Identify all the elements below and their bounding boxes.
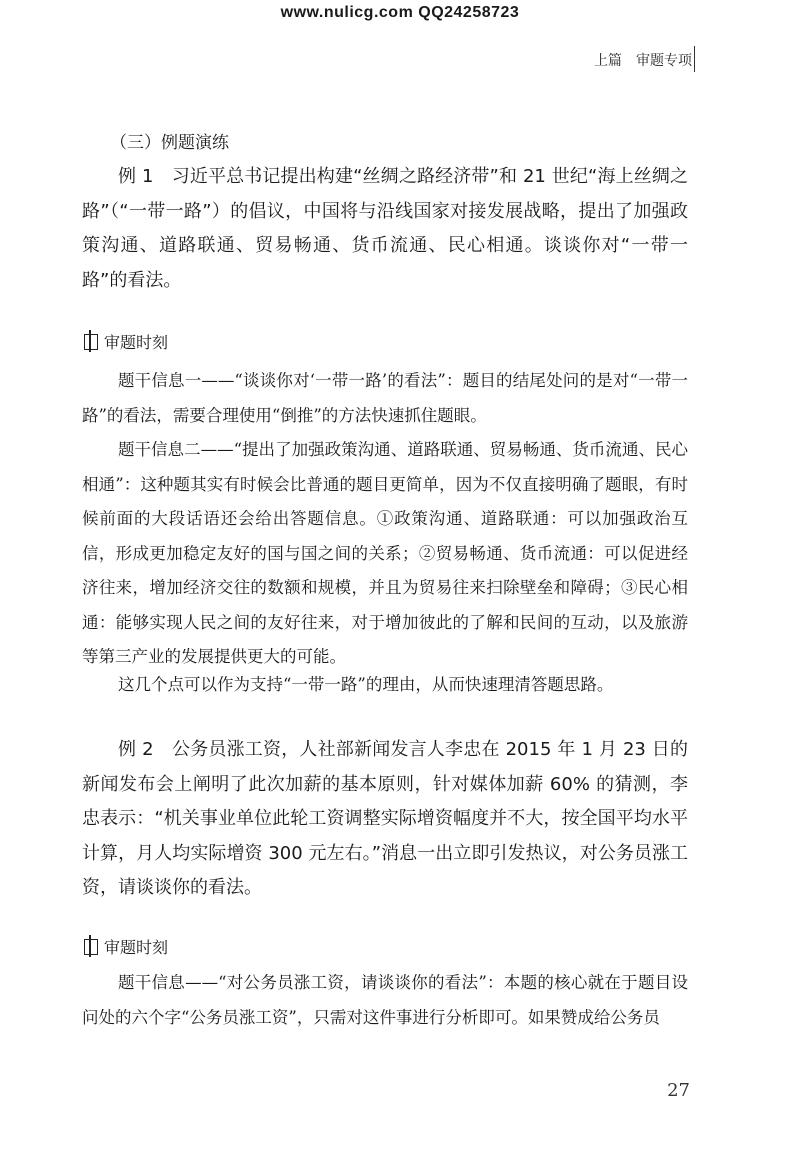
example-2-info-1: 题干信息——“对公务员涨工资，请谈谈你的看法”：本题的核心就在于题目设问处的六个字“公务员涨工资”，只需对这件事进行分析即可。如果赞成给公务员 xyxy=(82,973,688,1027)
subheading-label: 审题时刻 xyxy=(104,333,169,352)
example-1-conclusion: 这几个点可以作为支持“一带一路”的理由，从而快速理清答题思路。 xyxy=(118,675,614,694)
bookmark-icon xyxy=(84,939,98,955)
example-2-subheading xyxy=(84,935,168,958)
example-1-question: 例 1 习近平总书记提出构建“丝绸之路经济带”和 21 世纪“海上丝绸之路”（“一带一路”）的倡议，中国将与沿线国家对接发展战略，提出了加强政策沟通、道路联通、贸易畅通、货币流通、民心相通。谈谈你对“一带一路”的看法。 xyxy=(82,166,688,291)
header-rule xyxy=(694,46,695,72)
bookmark-icon xyxy=(84,334,98,350)
example-1-info-1: 题干信息一——“谈谈你对‘一带一路’的看法”：题目的结尾处问的是对“一带一路”的看法，需要合理使用“倒推”的方法快速抓住题眼。 xyxy=(82,371,688,425)
example-1-subheading xyxy=(84,330,168,353)
subheading-label: 审题时刻 xyxy=(104,938,169,957)
section-title: （三）例题演练 xyxy=(110,133,229,153)
example-1-info-2: 题干信息二——“提出了加强政策沟通、道路联通、贸易畅通、货币流通、民心相通”：这种题其实有时候会比普通的题目更简单，因为不仅直接明确了题眼，有时候前面的大段话语还会给出答题信息。①政策沟通、道路联通：可以加强政治互信，形成更加稳定友好的国与国之间的关系；②贸易畅通、货币流通：可以促进经济往来，增加经济交往的数额和规模，并且为贸易往来扫除壁垒和障碍；③民心相通：能够实现人民之间的友好往来，对于增加彼此的了解和民间的互动，以及旅游等第三产业的发展提供更大的可能。 xyxy=(82,440,688,666)
running-head: 上篇 审题专项 xyxy=(594,53,692,69)
watermark: www.nulicg.com QQ24258723 xyxy=(280,4,520,21)
example-2-question: 例 2 公务员涨工资，人社部新闻发言人李忠在 2015 年 1 月 23 日的新闻发布会上阐明了此次加薪的基本原则，针对媒体加薪 60% 的猜测，李忠表示：“机关事业单位此轮工资调整实际增资幅度并不大，按全国平均水平计算，月人均实际增资 300 元左右。”消息一出立即引发热议，对公务员涨工资，请谈谈你的看法。 xyxy=(82,739,688,898)
page-number: 27 xyxy=(667,1080,690,1101)
